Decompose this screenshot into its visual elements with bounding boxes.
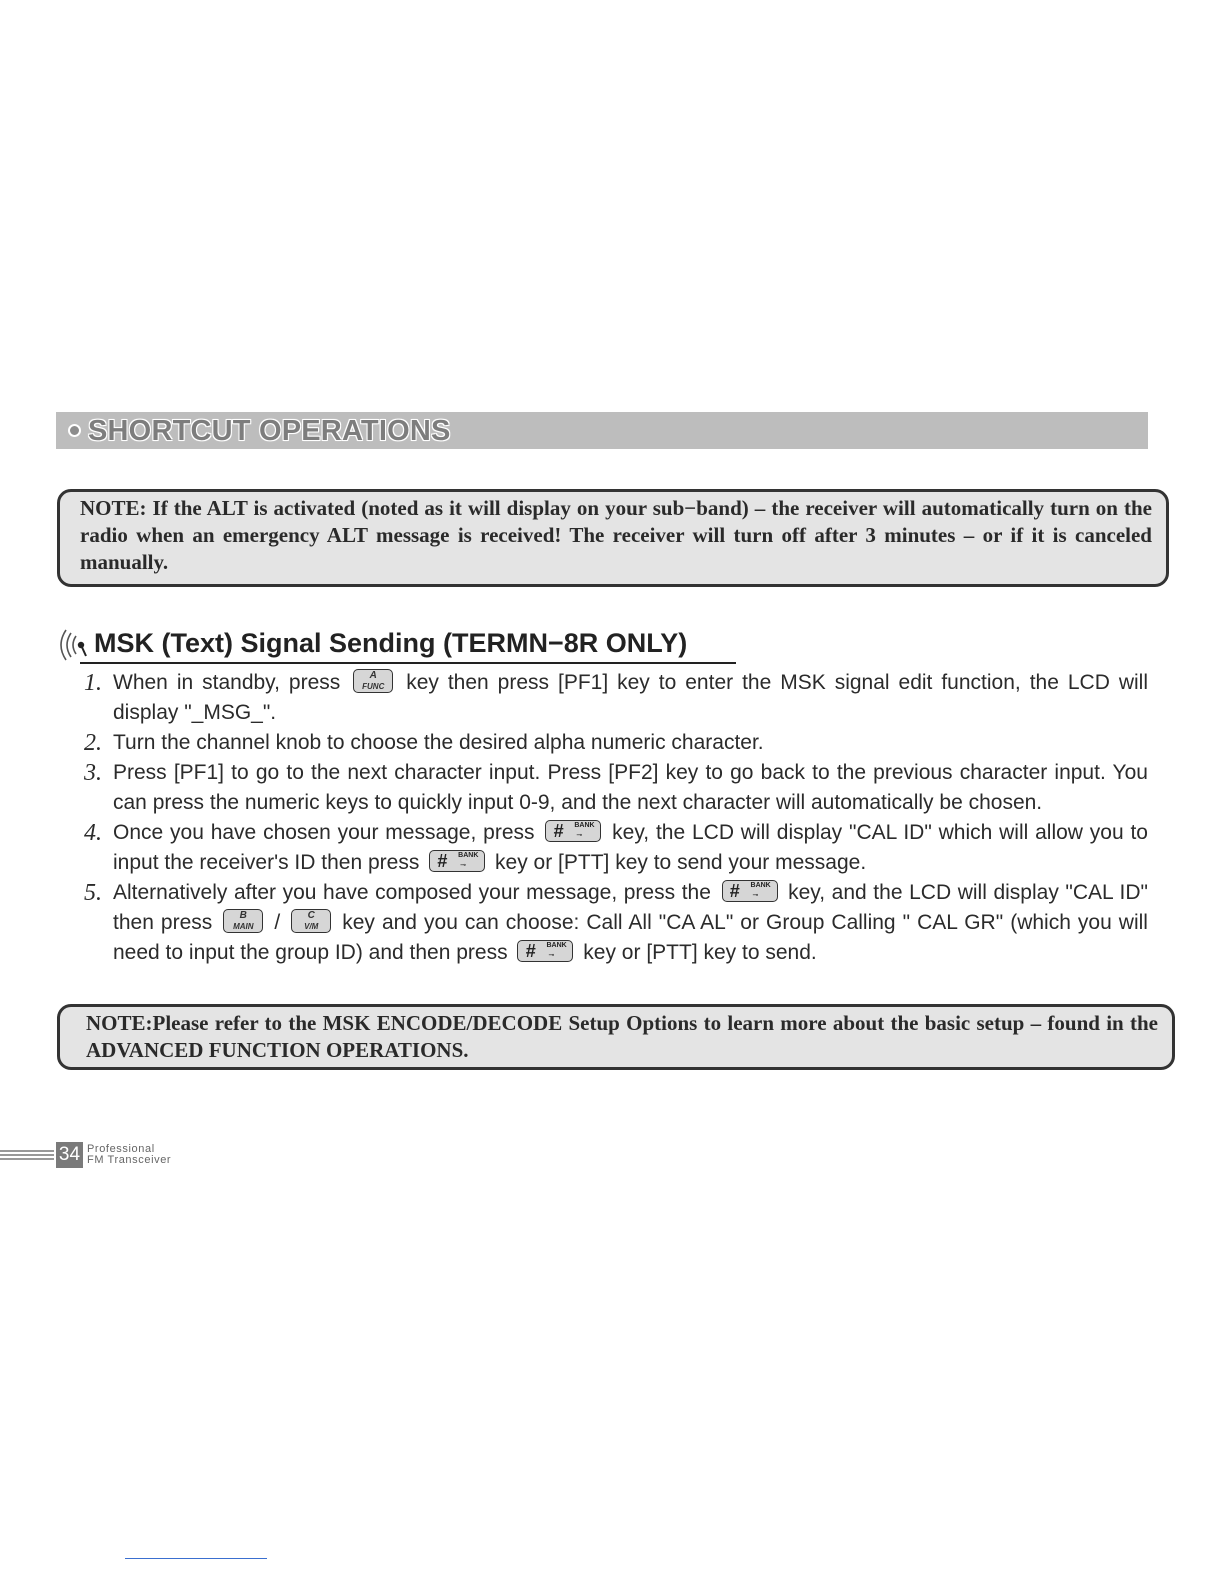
func-key-icon: A FUNC <box>353 669 393 693</box>
msk-note-text: NOTE:Please refer to the MSK ENCODE/DECODE Setup Options to learn more about the basic setup – found in the ADVANCED FUNCTION OPERATIONS. <box>86 1011 1158 1062</box>
footer-tagline: Professional FM Transceiver <box>87 1143 172 1166</box>
vm-key-icon: C V/M <box>291 909 331 933</box>
msk-heading-title: MSK (Text) Signal Sending (TERMN−8R ONLY) <box>94 628 688 658</box>
msk-heading <box>54 626 736 664</box>
list-item: 3. Press [PF1] to go to the next character input. Press [PF2] key to go back to the previous character input. You can press the numeric keys to quickly input 0-9, and the next character will automatically be chosen. <box>84 760 1148 814</box>
bottom-divider <box>125 1558 267 1559</box>
list-item: 1. When in standby, press A FUNC key then press [PF1] key to enter the MSK signal edit function, the LCD will display "_MSG_". <box>84 670 1148 724</box>
footer-lines-icon <box>0 1148 56 1162</box>
msk-note-box <box>57 1004 1175 1070</box>
bank-key-icon: # BANK ⊸ <box>545 820 601 842</box>
list-item: 5. Alternatively after you have composed your message, press the # BANK ⊸ key, and the LCD will display "CAL ID" then press B MAIN / C V/M key and you can choose: Call All "CA AL" or Group Calling " CAL GR" (which you will need to input the group ID) and then press # BANK ⊸ key or [PTT] key to send. <box>84 880 1149 964</box>
signal-waves-icon <box>54 626 94 664</box>
section-header <box>56 412 1148 449</box>
list-item: 2. Turn the channel knob to choose the desired alpha numeric character. <box>84 730 764 756</box>
alt-note-box <box>57 489 1169 587</box>
list-item: 4. Once you have chosen your message, press # BANK ⊸ key, the LCD will display "CAL ID" which will allow you to input the receiver's ID then press # BANK ⊸ key or [PTT] key to send your message. <box>84 820 1148 874</box>
section-title: SHORTCUT OPERATIONS <box>88 415 451 447</box>
bank-key-icon: # BANK ⊸ <box>517 940 573 962</box>
alt-note-text: NOTE: If the ALT is activated (noted as it will display on your sub−band) – the receiver will automatically turn on the radio when an emergency ALT message is received! The receiver will turn off after 3 minutes – or if it is canceled manually. <box>80 496 1152 574</box>
bank-key-icon: # BANK ⊸ <box>429 850 485 872</box>
main-key-icon: B MAIN <box>223 909 263 933</box>
msk-steps-list <box>84 668 1148 968</box>
page-number: 34 <box>56 1142 83 1168</box>
page-footer <box>0 1142 260 1172</box>
heading-underline <box>80 662 736 664</box>
bank-key-icon: # BANK ⊸ <box>722 880 778 902</box>
bullet-icon <box>68 424 81 437</box>
